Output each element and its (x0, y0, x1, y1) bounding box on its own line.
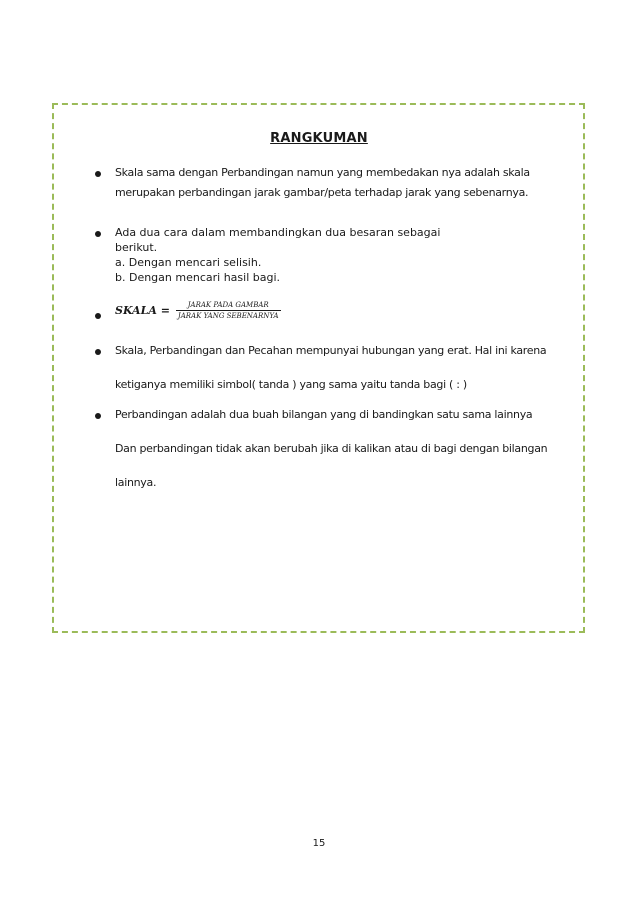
list-item-line: berikut. (115, 241, 158, 254)
list-item-line: ketiganya memiliki simbol( tanda ) yang sama yaitu tanda bagi ( : ) (115, 378, 467, 391)
formula-fraction (176, 301, 281, 320)
bullet-icon (95, 413, 101, 419)
list-item-line: lainnya. (115, 476, 157, 489)
list-item-line: Skala, Perbandingan dan Pecahan mempunyai hubungan yang erat. Hal ini karena (115, 344, 547, 357)
list-item-line: Perbandingan adalah dua buah bilangan yang di bandingkan satu sama lainnya (115, 408, 533, 421)
bullet-icon (95, 171, 101, 177)
formula-denominator: JARAK YANG SEBENARNYA (177, 312, 279, 320)
page-title: RANGKUMAN (270, 131, 368, 146)
list-item-line: Skala sama dengan Perbandingan namun yang membedakan nya adalah skala (115, 166, 530, 179)
list-item-line: Ada dua cara dalam membandingkan dua besaran sebagai (115, 226, 441, 239)
page-number: 15 (312, 838, 326, 849)
list-item-line: Dan perbandingan tidak akan berubah jika di kalikan atau di bagi dengan bilangan (115, 442, 548, 455)
list-item-line: a. Dengan mencari selisih. (115, 256, 262, 269)
formula-numerator: JARAK PADA GAMBAR (187, 301, 269, 309)
formula-lhs: SKALA = (115, 304, 170, 317)
bullet-icon (95, 349, 101, 355)
bullet-icon (95, 231, 101, 237)
summary-box (52, 103, 585, 633)
list-item-line: b. Dengan mencari hasil bagi. (115, 271, 281, 284)
scale-formula (115, 301, 281, 320)
bullet-icon (95, 313, 101, 319)
list-item-line: merupakan perbandingan jarak gambar/peta terhadap jarak yang sebenarnya. (115, 186, 529, 199)
